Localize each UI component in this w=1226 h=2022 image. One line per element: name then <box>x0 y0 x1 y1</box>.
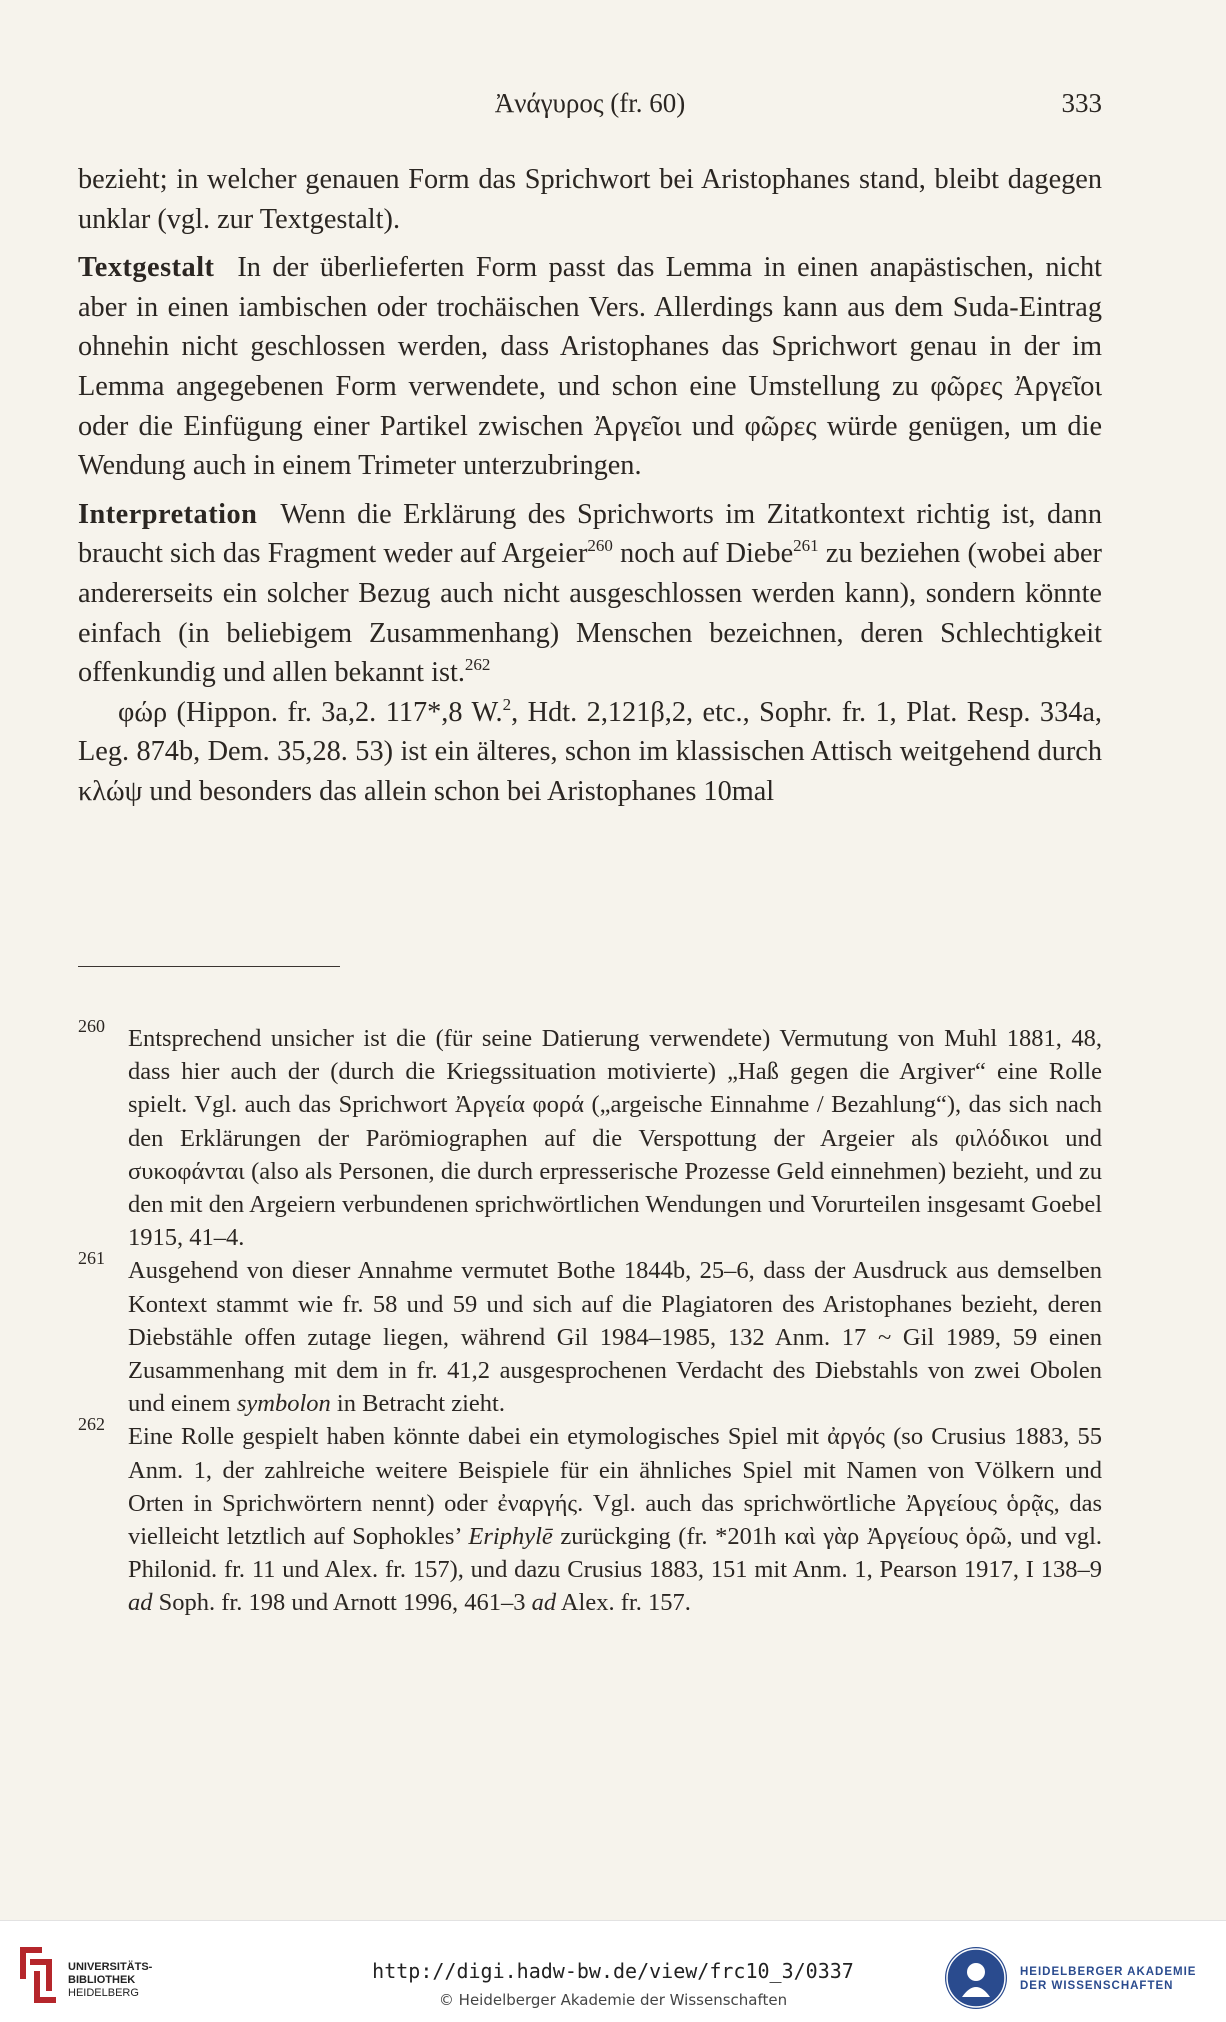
permalink-url[interactable]: http://digi.hadw-bw.de/view/frc10_3/0337 <box>372 1959 854 1983</box>
footnotes <box>78 1016 1102 1620</box>
footnote-text-b: in Betracht zieht. <box>330 1390 505 1418</box>
copyright-notice: © Heidelberger Akademie der Wissenschaften <box>438 1991 788 2009</box>
interpretation-text-b: noch auf Diebe <box>612 538 794 570</box>
footnote-text-a: Eine Rolle gespielt haben könnte dabei ein etymologisches Spiel mit ἀργός (so Crusius 1883, 55 Anm. 1, der zahlreiche weitere Beispiele für ein ähnliches Spiel mit Namen von Völkern und Orten in Sprichwörtern nennt) oder ἐναργής. Vgl. auch das sprichwörtliche Ἀργείους ὁρᾷς, das vielleicht letztlich auf Sophokles’ <box>128 1423 1102 1551</box>
footnote-ref-261[interactable]: 261 <box>793 536 819 556</box>
footnote-italic: ad <box>128 1589 153 1617</box>
running-title: Ἀνάγυρος (fr. 60) <box>494 88 686 118</box>
footnote-divider <box>78 966 340 967</box>
section-heading-textgestalt: Textgestalt <box>78 252 215 284</box>
edition-superscript: 2 <box>502 694 512 714</box>
ub-line-3: HEIDELBERG <box>68 1987 139 1999</box>
footnote-260 <box>78 1016 1102 1254</box>
footnote-number: 260 <box>78 1016 105 1036</box>
footnote-italic: Eriphylē <box>468 1523 553 1551</box>
footnote-text-b: zurückging (fr. *201h καὶ γὰρ Ἀργείους ὁρῶ, und vgl. Philonid. fr. 11 und Alex. fr. 157), und dazu Crusius 1883, 151 mit Anm. 1, Pearson 1917, I 138–9 <box>128 1523 1102 1584</box>
footnote-text: Entsprechend unsicher ist die (für seine Datierung verwendete) Vermutung von Muhl 1881, 48, dass hier auch der (durch die Kriegssituation motivierte) „Haß gegen die Argiver“ eine Rolle spielt. Vgl. auch das Sprichwort Ἀργεία φορά („argeische Einnahme / Bezahlung“), das sich nach den Erklärungen der Parömiographen auf die Verspottung der Argeier als φιλόδικοι und συκοφάνται (also als Personen, die durch erpresserische Prozesse Geld einnehmen) bezieht, und zu den mit den Argeiern verbundenen sprichwörtlichen Wendungen und Vorurteilen insgesamt Goebel 1915, 41–4. <box>128 1025 1102 1252</box>
academy-seal-icon <box>945 1947 1007 2009</box>
section-heading-interpretation: Interpretation <box>78 498 258 530</box>
footnote-ref-260[interactable]: 260 <box>587 536 613 556</box>
academy-name <box>1020 1965 1196 1993</box>
phor-text-b: , Hdt. 2,121β,2, etc., Sophr. fr. 1, Plat. Resp. 334a, Leg. 874b, Dem. 35,28. 53) ist ein älteres, schon im klassischen Attisch weitgehend durch κλώψ und besonders das allein schon bei Aristophanes 10mal <box>78 696 1103 807</box>
academy-line-1: HEIDELBERGER AKADEMIE <box>1020 1966 1197 1978</box>
textgestalt-text: In der überlieferten Form passt das Lemma in einen anapästischen, nicht aber in einen iambischen oder trochäischen Vers. Allerdings kann aus dem Suda-Eintrag ohnehin nicht geschlossen werden, dass Aristophanes das Sprichwort genau in der im Lemma angegebenen Form verwendete, und schon eine Umstellung zu φῶρες Ἀργεῖοι oder die Einfügung einer Partikel zwischen Ἀργεῖοι und φῶρες würde genügen, um die Wendung auch in einem Trimeter unterzubringen. <box>78 252 1102 482</box>
footnote-261 <box>78 1248 1102 1420</box>
phor-text-a: φώρ (Hippon. fr. 3a,2. 117*,8 W. <box>118 696 503 728</box>
footnote-italic: ad <box>531 1589 557 1617</box>
running-header <box>78 88 1102 124</box>
paragraph-phor <box>78 693 1102 812</box>
ub-line-2: BIBLIOTHEK <box>68 1974 136 1986</box>
footnote-text-c: Soph. fr. 198 und Arnott 1996, 461–3 <box>152 1589 532 1617</box>
footnote-262 <box>78 1414 1102 1619</box>
footnote-number: 262 <box>78 1414 105 1435</box>
main-text <box>78 160 1102 821</box>
academy-line-2: DER WISSENSCHAFTEN <box>1020 1980 1174 1992</box>
page-number: 333 <box>1061 88 1102 118</box>
paragraph-textgestalt <box>78 248 1102 486</box>
paragraph-interpretation <box>78 495 1102 693</box>
paragraph-continuation: bezieht; in welcher genauen Form das Sprichwort bei Aristophanes stand, bleibt dagegen unklar (vgl. zur Textgestalt). <box>78 164 1102 235</box>
viewer-footer <box>0 1920 1226 2022</box>
ub-line-1: UNIVERSITÄTS- <box>68 1961 153 1973</box>
interpretation-text-c: zu beziehen (wobei aber andererseits ein solcher Bezug auch nicht ausgeschlossen werden kann), sondern könnte einfach (in beliebigem Zusammenhang) Menschen bezeichnen, deren Schlechtigkeit offenkundig und allen bekannt ist. <box>78 538 1102 689</box>
footnote-ref-262[interactable]: 262 <box>464 655 491 675</box>
footnote-number: 261 <box>78 1248 105 1269</box>
footnote-text-d: Alex. fr. 157. <box>556 1589 691 1617</box>
interpretation-text-a: Wenn die Erklärung des Sprichworts im Zitatkontext richtig ist, dann braucht sich das Fragment weder auf Argeier <box>78 498 1102 570</box>
footnote-text-a: Ausgehend von dieser Annahme vermutet Bothe 1844b, 25–6, dass der Ausdruck aus demselben Kontext stammt wie fr. 58 und 59 und sich auf die Plagiatoren des Aristophanes bezieht, deren Diebstähle offen zutage liegen, während Gil 1984–1985, 132 Anm. 17 ~ Gil 1989, 59 einen Zusammenhang mit dem in fr. 41,2 ausgesprochenen Verdacht des Diebstahls von zwei Obolen und einem <box>128 1257 1102 1418</box>
footnote-italic: symbolon <box>236 1390 331 1418</box>
